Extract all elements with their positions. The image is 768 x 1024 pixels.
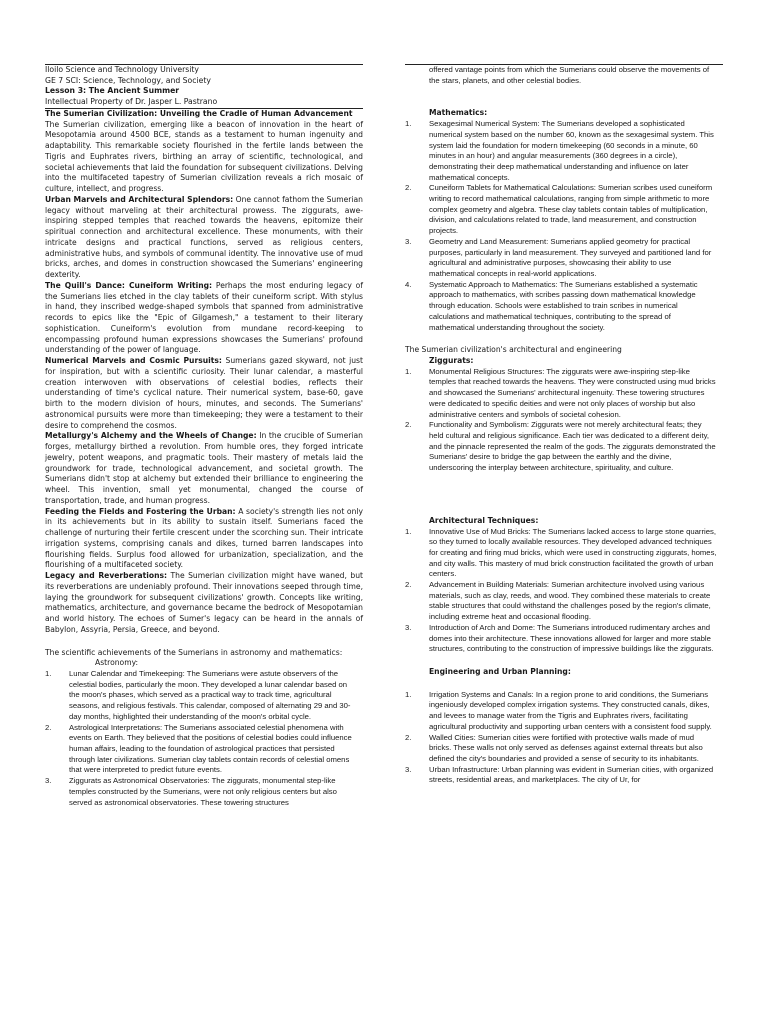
item-number: 1. bbox=[405, 119, 412, 129]
item-number: 3. bbox=[405, 622, 412, 632]
paragraph-lead: Legacy and Reverberations: bbox=[45, 571, 168, 581]
right-column bbox=[405, 64, 723, 786]
continuation-text: offered vantage points from which the Sumerians could observe the movements of the stars, planets, and other celestial bodies. bbox=[429, 65, 710, 85]
item-text: Sexagesimal Numerical System: The Sumerians developed a sophisticated numerical system based on the number 60, known as the sexagesimal system. This system laid the foundation for modern timekeeping (60 seconds in a minute, 60 minutes in an hour) and angular measurements (360 degrees in a circle), demonstrating their deep mathematical understanding and influence on later mathematical concepts. bbox=[429, 119, 714, 182]
list-item bbox=[405, 765, 723, 786]
paragraph-lead: Numerical Marvels and Cosmic Pursuits: bbox=[45, 356, 222, 366]
paragraph-body: Sumerians gazed skyward, not just for inspiration, but with a scientific curiosity. Their lunar calendar, a masterful creation interwoven with observations of celestial bodies, reflects their understanding of time's cyclical nature. Their numerical system, base-60, gave birth to the modern division of hours, minutes, and seconds. The Sumerians' astronomical pursuits were more than timekeeping; they were a testament to their desire to comprehend the cosmos. bbox=[45, 356, 363, 430]
item-number: 3. bbox=[45, 776, 52, 786]
ziggurats-list bbox=[405, 367, 723, 474]
paragraph-lead: Metallurgy's Alchemy and the Wheels of Change: bbox=[45, 431, 257, 441]
item-number: 2. bbox=[405, 732, 412, 742]
astronomy-list bbox=[45, 669, 363, 808]
intro-paragraph: The Sumerian civilization, emerging like a beacon of innovation in the heart of Mesopotamia around 4500 BCE, stands as a testament to human ingenuity and adaptability. This remarkable society flourished in the fertile lands between the Tigris and Euphrates rivers, birthing an array of scientific, technological, and societal achievements that laid the foundation for subsequent civilizations. Delving into the multifaceted tapestry of Sumerian civilization reveals a rich mosaic of culture, intellect, and progress. bbox=[45, 119, 363, 194]
paragraph-lead: Urban Marvels and Architectural Splendors: bbox=[45, 194, 234, 204]
mathematics-title: Mathematics: bbox=[429, 108, 488, 118]
item-text: Functionality and Symbolism: Ziggurats were not merely architectural feats; they held cultural and religious significance. Each tier was dedicated to a different deity, and the pinnacle represented the realm of the gods. The ziggurats demonstrated the Sumerians' desire to bridge the gap between the earthly and the divine, underscoring the interplay between architecture, spirituality, and culture. bbox=[429, 420, 716, 473]
continuation-block bbox=[405, 65, 723, 86]
paragraph-lead: Feeding the Fields and Fostering the Urban: bbox=[45, 506, 236, 516]
item-number: 2. bbox=[405, 580, 412, 590]
list-item bbox=[405, 690, 723, 733]
ziggurats-title: Ziggurats: bbox=[429, 355, 474, 365]
list-item bbox=[405, 119, 723, 183]
list-item bbox=[405, 280, 723, 334]
item-number: 1. bbox=[405, 526, 412, 536]
urban-marvels-paragraph bbox=[45, 195, 363, 281]
item-text: Urban Infrastructure: Urban planning was evident in Sumerian cities, with organized streets, residential areas, and marketplaces. The city of Ur, for bbox=[429, 764, 714, 785]
spacer bbox=[405, 678, 723, 690]
paragraph-body: Perhaps the most enduring legacy of the Sumerians lies etched in the clay tablets of their cuneiform script. With stylus in hand, they inscribed wedge-shaped symbols that spanned from administrative records to epics like the "Epic of Gilgamesh," a testament to their literary sophistication. Cuneiform's evolution from mundane record-keeping to encompassing profound human expressions showcases the Sumerians' profound understanding of the power of language. bbox=[45, 280, 363, 355]
techniques-title: Architectural Techniques: bbox=[429, 515, 539, 525]
metallurgy-paragraph bbox=[45, 431, 363, 506]
header-lesson: Lesson 3: The Ancient Summer bbox=[45, 86, 180, 96]
header-ip: Intellectual Property of Dr. Jasper L. Pastrano bbox=[45, 97, 218, 107]
legacy-paragraph bbox=[45, 571, 363, 636]
spacer bbox=[405, 86, 723, 108]
item-text: Introduction of Arch and Dome: The Sumerians introduced rudimentary arches and domes into their architecture. These innovations allowed for larger and more stable structures, contributing to the construction of impressive buildings like the ziggurats. bbox=[429, 622, 714, 654]
list-item bbox=[405, 420, 723, 474]
item-text: Cuneiform Tablets for Mathematical Calculations: Sumerian scribes used cuneiform writing to record mathematical calculations, ranging from simple arithmetic to more complex geometry and algebra. These clay tablets contain tables of multiplication, division, and calculations related to trade, land measurement, and construction projects. bbox=[429, 183, 713, 236]
item-text: Walled Cities: Sumerian cities were fortified with protective walls made of mud bricks. These walls not only served as defenses against external threats but also defined the city's boundaries and provided a sense of security to its inhabitants. bbox=[429, 732, 703, 763]
list-item bbox=[405, 527, 723, 581]
item-number: 2. bbox=[45, 722, 52, 732]
spacer bbox=[405, 474, 723, 516]
list-item bbox=[45, 723, 363, 777]
astro-section-title: The scientific achievements of the Sumerians in astronomy and mathematics: bbox=[45, 647, 343, 657]
item-text: Innovative Use of Mud Bricks: The Sumerians lacked access to large stone quarries, so they turned to locally available resources. They developed advanced techniques for creating and firing mud bricks, which were used in constructing ziggurats, homes, and city walls. This mastery of mud brick construction facilitated the growth of urban centers. bbox=[429, 526, 717, 579]
list-item bbox=[405, 367, 723, 421]
list-item bbox=[405, 623, 723, 655]
item-number: 3. bbox=[405, 236, 412, 246]
item-text: Monumental Religious Structures: The ziggurats were awe-inspiring step-like temples that reached towards the heavens. They were constructed using mud bricks and showcased the Sumerians' architectural ingenuity. These towering structures were dedicated to specific deities and were not only places of worship but also administrative centers and symbols of societal cohesion. bbox=[429, 366, 716, 419]
item-number: 4. bbox=[405, 279, 412, 289]
intro-title: The Sumerian Civilization: Unveiling the Cradle of Human Advancement bbox=[45, 108, 353, 118]
numerical-paragraph bbox=[45, 356, 363, 431]
spacer bbox=[405, 333, 723, 345]
paragraph-lead: The Quill's Dance: Cuneiform Writing: bbox=[45, 280, 213, 290]
paragraph-body: In the crucible of Sumerian forges, metallurgy birthed a revolution. From humble ores, they forged intricate jewelry, potent weapons, and pragmatic tools. Their mastery of metals laid the groundwork for trade, technological advancement, and societal growth. The Sumerians didn't stop at alchemy but extended their brilliance to engineering the wheel. This invention, small yet monumental, changed the course of transportation, trade, and human progress. bbox=[45, 431, 363, 505]
header-institution: Iloilo Science and Technology University bbox=[45, 65, 199, 74]
document-header bbox=[45, 65, 363, 108]
engineering-list bbox=[405, 690, 723, 786]
paragraph-body: A society's strength lies not only in its achievements but in its ability to sustain itself. Sumerians faced the challenge of nurturing their fertile crescent under the scorching sun. Their intricate irrigation systems, comprising canals and dikes, turned barren landscapes into flourishing fields. Surplus food allowed for urbanization, specialization, and the flourishing of a multifaceted society. bbox=[45, 506, 363, 570]
item-text: Irrigation Systems and Canals: In a region prone to arid conditions, the Sumerians ingeniously developed complex irrigation systems. They constructed canals, dikes, and levees to manage water from the Tigris and Euphrates rivers, facilitating agricultural productivity and supporting urban centers with a consistent food supply. bbox=[429, 689, 712, 731]
list-item bbox=[405, 237, 723, 280]
fields-paragraph bbox=[45, 507, 363, 572]
item-text: Advancement in Building Materials: Sumerian architecture involved using various materials, such as clay, reeds, and wood. They combined these materials to create stable structures that could withstand the challenges posed by the region's climate, including extreme heat and occasional flooding. bbox=[429, 580, 711, 622]
item-number: 1. bbox=[405, 366, 412, 376]
mathematics-list bbox=[405, 119, 723, 333]
left-column bbox=[45, 64, 363, 808]
paragraph-body: One cannot fathom the Sumerian legacy without marveling at their architectural prowess. The ziggurats, awe-inspiring stepped temples that reached towards the heavens, epitomize their spiritual connection and architectural excellence. These monuments, with their intricate designs and practical functions, served as religious centers, administrative hubs, and symbols of communal identity. The innovative use of mud bricks, arches, and domes in construction showcased the Sumerians' engineering dexterity. bbox=[45, 194, 363, 280]
spacer bbox=[405, 655, 723, 667]
engineering-title: Engineering and Urban Planning: bbox=[429, 666, 571, 676]
item-text: Astrological Interpretations: The Sumerians associated celestial phenomena with events on Earth. They believed that the positions of celestial bodies could influence human affairs, leading to the foundation of astrological practices that persisted through later civilizations. Sumerian clay tablets contain records of celestial omens that were interpreted to predict future events. bbox=[69, 722, 352, 775]
list-item bbox=[45, 776, 363, 808]
cuneiform-paragraph bbox=[45, 281, 363, 356]
item-text: Ziggurats as Astronomical Observatories: The ziggurats, monumental step-like temples constructed by the Sumerians, were not only religious centers but also served as astronomical observatories. These towering structures bbox=[69, 776, 337, 807]
list-item bbox=[45, 669, 363, 723]
item-text: Lunar Calendar and Timekeeping: The Sumerians were astute observers of the celestial bodies, particularly the moon. They developed a lunar calendar based on the moon's phases, which served as a practical way to track time, agricultural seasons, and religious festivals. This calendar, composed of alternating 29 and 30-day months, highlighted their understanding of the moon's orbital cycle. bbox=[69, 669, 351, 721]
astronomy-subtitle: Astronomy: bbox=[95, 658, 139, 668]
list-item bbox=[405, 580, 723, 623]
item-number: 2. bbox=[405, 420, 412, 430]
techniques-list bbox=[405, 527, 723, 655]
list-item bbox=[405, 183, 723, 237]
item-number: 3. bbox=[405, 764, 412, 774]
list-item bbox=[405, 733, 723, 765]
architecture-section-title: The Sumerian civilization's architectural and engineering bbox=[405, 345, 622, 355]
spacer bbox=[45, 636, 363, 648]
item-number: 1. bbox=[45, 669, 52, 679]
item-number: 2. bbox=[405, 183, 412, 193]
item-text: Geometry and Land Measurement: Sumerians applied geometry for practical purposes, particularly in land measurement. They surveyed and partitioned land for agricultural and administrative purposes, showcasing their ability to use mathematical concepts in real-world applications. bbox=[429, 236, 712, 278]
paragraph-body: The Sumerian civilization might have waned, but its reverberations are undeniably profound. Their innovations seeped through time, laying the groundwork for subsequent civilizations' growth. Concepts like writing, mathematics, architecture, and governance became the bedrock of Mesopotamian and world history. The echoes of Sumer's legacy can be heard in the annals of Babylon, Assyria, Persia, Greece, and beyond. bbox=[45, 571, 363, 634]
item-number: 1. bbox=[405, 689, 412, 699]
item-text: Systematic Approach to Mathematics: The Sumerians established a systematic approach to mathematics, with scribes passing down mathematical knowledge through education. Schools were established to train scribes in numerical calculations and mathematical techniques, contributing to the spread of mathematical understanding throughout the society. bbox=[429, 279, 698, 332]
header-course: GE 7 SCI: Science, Technology, and Society bbox=[45, 75, 211, 85]
